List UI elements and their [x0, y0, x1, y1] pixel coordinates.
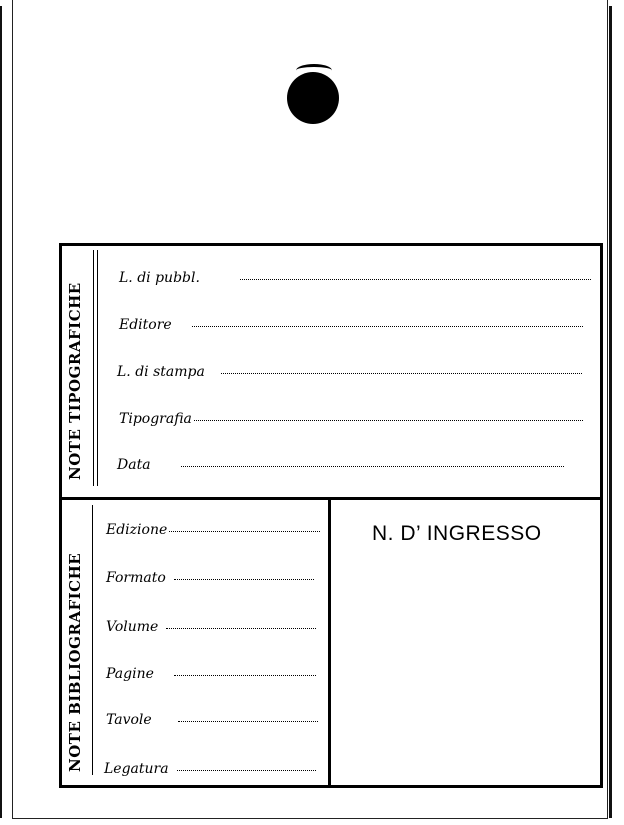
field-pagine[interactable] [106, 666, 316, 682]
field-label: Pagine [106, 666, 154, 682]
field-luogo-stampa[interactable] [117, 364, 582, 380]
fill-line [221, 372, 582, 374]
fill-line [181, 465, 564, 467]
field-label: Volume [106, 619, 159, 635]
field-formato[interactable] [106, 570, 314, 586]
fill-line [178, 720, 318, 722]
field-label: Legatura [104, 761, 169, 777]
numero-ingresso-label: N. D’ INGRESSO [372, 522, 542, 545]
fill-line [174, 674, 316, 676]
field-label: Editore [119, 317, 172, 333]
section-title-tipografiche: NOTE TIPOGRAFICHE [66, 282, 84, 480]
fill-line [240, 278, 591, 280]
field-legatura[interactable] [104, 761, 316, 777]
field-luogo-pubblicazione[interactable] [119, 270, 591, 286]
fill-line [169, 530, 320, 532]
fill-line [194, 419, 583, 421]
section-title-bibliografiche: NOTE BIBLIOGRAFICHE [66, 552, 84, 772]
fill-line [177, 769, 316, 771]
section-divider [59, 497, 603, 500]
fill-line [174, 578, 314, 580]
card-edge-left [0, 6, 2, 818]
field-label: L. di stampa [117, 364, 205, 380]
field-edizione[interactable] [106, 522, 320, 538]
field-label: Data [117, 457, 151, 473]
card-edge-right [609, 6, 612, 818]
field-label: Tipografia [119, 411, 192, 427]
fill-line [192, 325, 583, 327]
field-data[interactable] [117, 457, 564, 473]
field-editore[interactable] [119, 317, 583, 333]
tipografiche-rule [93, 250, 94, 486]
bibliografiche-rule [92, 505, 93, 775]
field-label: L. di pubbl. [119, 270, 200, 286]
field-label: Edizione [106, 522, 168, 538]
field-tavole[interactable] [106, 712, 318, 728]
tipografiche-rule-2 [97, 250, 98, 486]
fill-line [166, 627, 316, 629]
field-volume[interactable] [106, 619, 316, 635]
field-tipografia[interactable] [119, 411, 583, 427]
field-label: Tavole [106, 712, 152, 728]
field-label: Formato [106, 570, 166, 586]
punch-hole [287, 72, 339, 124]
column-divider [328, 500, 331, 788]
